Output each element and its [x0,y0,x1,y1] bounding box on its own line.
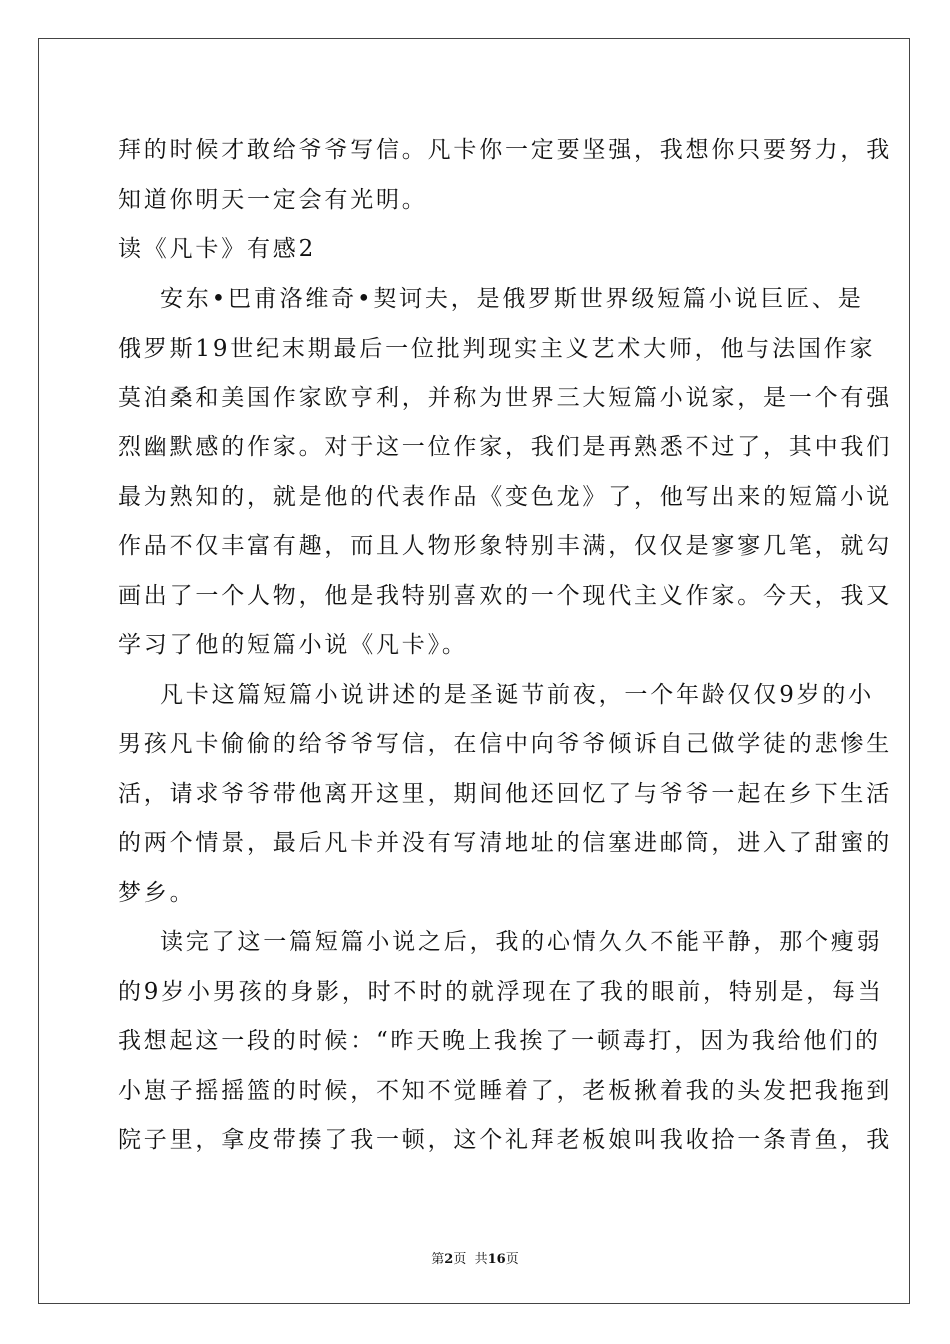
page-mid: 页 共 [453,1252,488,1267]
text-line: 烈幽默感的作家。对于这一位作家，我们是再熟悉不过了，其中我们 [118,434,892,460]
text-line: 小崽子摇摇篮的时候，不知不觉睡着了，老板揪着我的头发把我拖到 [118,1078,892,1104]
text-line: 最为熟知的，就是他的代表作品《变色龙》了，他写出来的短篇小说 [118,484,892,510]
page-border [38,38,910,1304]
text-line: 拜的时候才敢给爷爷写信。凡卡你一定要坚强，我想你只要努力，我 [118,137,892,163]
text-line: 院子里，拿皮带揍了我一顿，这个礼拜老板娘叫我收拾一条青鱼，我 [118,1127,892,1153]
text-line: 梦乡。 [118,880,196,906]
text-line: 画出了一个人物，他是我特别喜欢的一个现代主义作家。今天，我又 [118,583,892,609]
text-line: 安东•巴甫洛维奇•契诃夫，是俄罗斯世界级短篇小说巨匠、是 [160,286,864,312]
text-line: 作品不仅丰富有趣，而且人物形象特别丰满，仅仅是寥寥几笔，就勾 [118,533,892,559]
text-line: 学习了他的短篇小说《凡卡》。 [118,632,468,658]
text-line: 的两个情景，最后凡卡并没有写清地址的信塞进邮筒，进入了甜蜜的 [118,830,892,856]
text-line: 知道你明天一定会有光明。 [118,187,428,213]
text-line: 的9岁小男孩的身影，时不时的就浮现在了我的眼前，特别是，每当 [118,979,884,1005]
text-line: 读完了这一篇短篇小说之后，我的心情久久不能平静，那个瘦弱 [160,929,883,955]
page-suffix: 页 [505,1252,519,1267]
text-line: 凡卡这篇短篇小说讲述的是圣诞节前夜，一个年龄仅仅9岁的小 [160,682,875,708]
page-footer [0,1248,950,1267]
text-line: 活，请求爷爷带他离开这里，期间他还回忆了与爷爷一起在乡下生活 [118,781,892,807]
page-total: 16 [487,1252,506,1267]
text-line: 男孩凡卡偷偷的给爷爷写信，在信中向爷爷倾诉自己做学徒的悲惨生 [118,731,892,757]
text-line: 我想起这一段的时候：“昨天晚上我挨了一顿毒打，因为我给他们的 [118,1028,881,1054]
section-heading: 读《凡卡》有感2 [118,236,317,262]
page-number: 2 [444,1252,454,1267]
page-prefix: 第 [431,1252,445,1267]
text-line: 莫泊桑和美国作家欧亨利，并称为世界三大短篇小说家，是一个有强 [118,385,892,411]
text-line: 俄罗斯19世纪末期最后一位批判现实主义艺术大师，他与法国作家 [118,336,876,362]
